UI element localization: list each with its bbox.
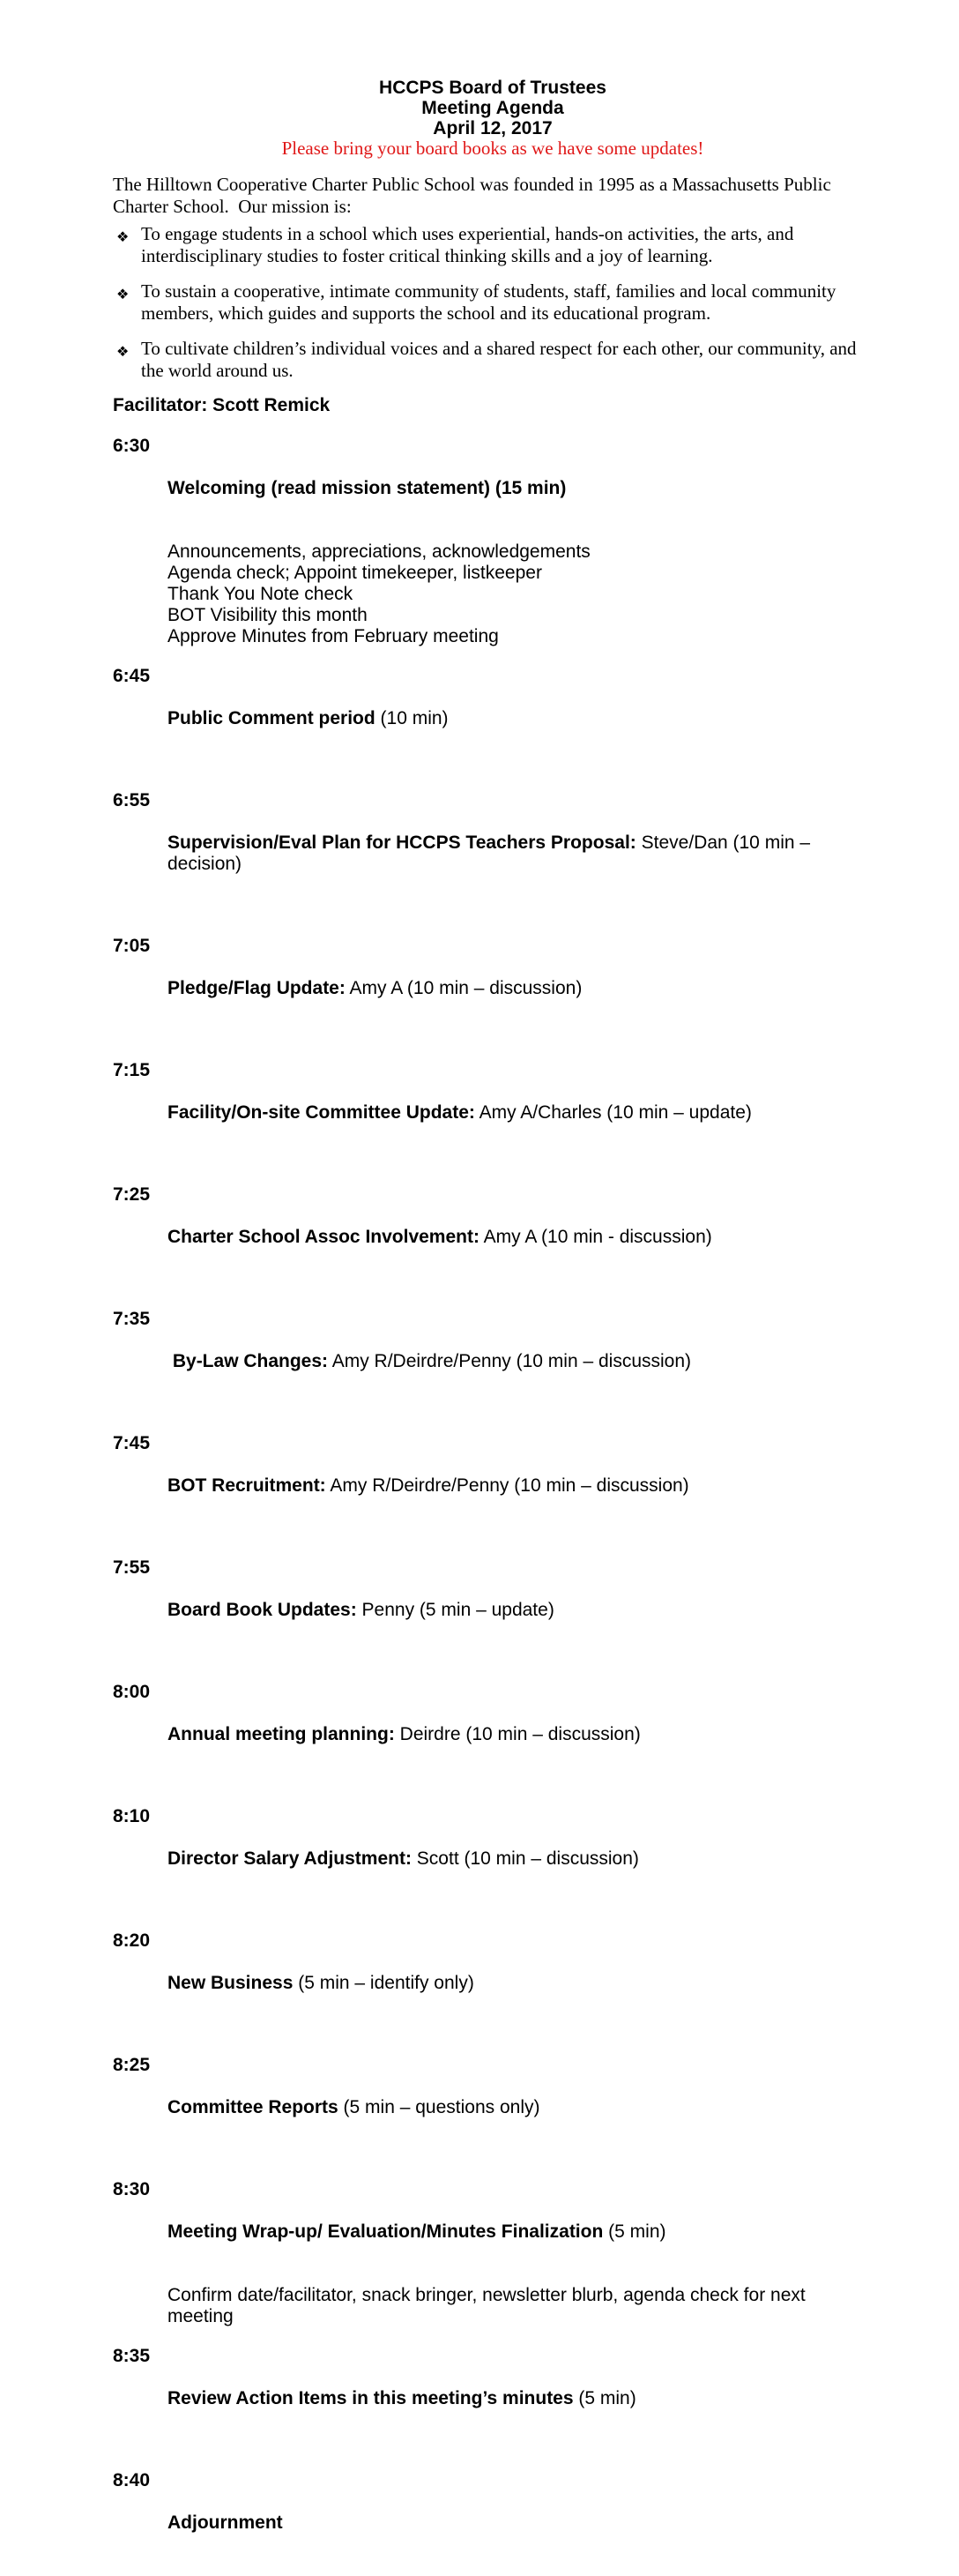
agenda-item xyxy=(113,936,873,1042)
mission-bullet-text: To engage students in a school which uses experiential, hands-on activities, the arts, and interdisciplinary studies to foster critical thinking skills and a joy of learning. xyxy=(141,223,799,266)
agenda-detail: (5 min) xyxy=(603,2221,666,2242)
agenda-title: New Business xyxy=(167,1973,294,1993)
agenda-time: 7:15 xyxy=(113,1060,151,1080)
agenda-title: Annual meeting planning: xyxy=(167,1724,395,1744)
agenda-item xyxy=(113,1184,873,1290)
mission-bullet-item xyxy=(113,338,873,382)
agenda-detail: (10 min) xyxy=(375,708,449,728)
mission-bullet-text: To sustain a cooperative, intimate community of students, staff, families and local community members, which guides and supports the school and its educational program. xyxy=(141,280,841,324)
agenda-item xyxy=(113,1060,873,1166)
agenda-detail: Amy A (10 min - discussion) xyxy=(479,1227,712,1247)
agenda-subline: Confirm date/facilitator, snack bringer, newsletter blurb, agenda check for next meeting xyxy=(167,2285,811,2326)
agenda-content xyxy=(167,1184,712,1290)
agenda-content xyxy=(167,1930,474,2036)
agenda-item xyxy=(113,2179,873,2327)
agenda-list xyxy=(113,436,873,2576)
agenda-subline: Announcements, appreciations, acknowledgements xyxy=(167,541,591,562)
agenda-item xyxy=(113,790,873,917)
agenda-detail: Penny (5 min – update) xyxy=(356,1600,554,1620)
agenda-time: 7:25 xyxy=(113,1184,151,1205)
diamond-bullet-icon: ❖ xyxy=(116,343,130,360)
agenda-content xyxy=(167,2179,873,2327)
agenda-item xyxy=(113,1682,873,1788)
notice-line: Please bring your board books as we have some updates! xyxy=(281,138,704,159)
agenda-time: 7:55 xyxy=(113,1557,151,1578)
agenda-title: Charter School Assoc Involvement: xyxy=(167,1227,480,1247)
agenda-item xyxy=(113,666,873,772)
agenda-item xyxy=(113,436,873,647)
mission-bullet-text: To cultivate children’s individual voices and a shared respect for each other, our community, and the world around us. xyxy=(141,338,861,381)
agenda-title-line xyxy=(167,978,582,999)
agenda-title-line xyxy=(167,1848,639,1870)
agenda-content xyxy=(167,1806,639,1912)
agenda-detail: (5 min – questions only) xyxy=(338,2097,540,2117)
agenda-title-line xyxy=(167,1475,689,1497)
agenda-detail: Steve/Dan (10 min – decision) xyxy=(167,833,815,874)
agenda-time: 7:05 xyxy=(113,936,151,956)
agenda-title-line xyxy=(167,1227,712,1248)
agenda-title: BOT Recruitment: xyxy=(167,1475,326,1496)
agenda-content xyxy=(167,790,873,917)
agenda-time: 8:30 xyxy=(113,2179,151,2199)
intro-paragraph: The Hilltown Cooperative Charter Public School was founded in 1995 as a Massachusetts Public Charter School. Our mission is: xyxy=(113,174,836,217)
agenda-time: 8:35 xyxy=(113,2346,151,2366)
agenda-content xyxy=(167,1682,641,1788)
doc-title-line1: HCCPS Board of Trustees xyxy=(379,78,606,98)
agenda-content xyxy=(167,2055,539,2161)
agenda-time: 7:45 xyxy=(113,1433,151,1453)
agenda-title-line xyxy=(167,2388,636,2409)
agenda-time: 6:55 xyxy=(113,790,151,810)
agenda-title: Welcoming (read mission statement) (15 min) xyxy=(167,478,567,498)
agenda-detail: Amy R/Deirdre/Penny (10 min – discussion) xyxy=(325,1475,689,1496)
agenda-content xyxy=(167,1557,554,1663)
agenda-title: Director Salary Adjustment: xyxy=(167,1848,412,1869)
agenda-title-line xyxy=(167,833,873,875)
agenda-detail: Amy A (10 min – discussion) xyxy=(345,978,583,998)
agenda-detail: Scott (10 min – discussion) xyxy=(411,1848,639,1869)
doc-title-line3: April 12, 2017 xyxy=(433,118,553,138)
agenda-title: By-Law Changes: xyxy=(167,1351,329,1371)
agenda-title: Board Book Updates: xyxy=(167,1600,357,1620)
agenda-time: 8:40 xyxy=(113,2470,151,2490)
agenda-time: 7:35 xyxy=(113,1309,151,1329)
agenda-item xyxy=(113,1557,873,1663)
agenda-item xyxy=(113,1930,873,2036)
agenda-subline: Approve Minutes from February meeting xyxy=(167,626,499,646)
agenda-detail: (5 min – identify only) xyxy=(293,1973,474,1993)
diamond-bullet-icon: ❖ xyxy=(116,228,130,245)
agenda-detail: Amy R/Deirdre/Penny (10 min – discussion) xyxy=(328,1351,692,1371)
agenda-time: 6:45 xyxy=(113,666,151,686)
doc-title-line2: Meeting Agenda xyxy=(421,98,564,118)
agenda-item xyxy=(113,2346,873,2452)
agenda-detail: Amy A/Charles (10 min – update) xyxy=(474,1102,752,1123)
agenda-title-line xyxy=(167,1600,554,1621)
agenda-content xyxy=(167,436,591,647)
agenda-title: Public Comment period xyxy=(167,708,375,728)
agenda-time: 8:10 xyxy=(113,1806,151,1826)
agenda-title-line xyxy=(167,1351,691,1372)
agenda-content xyxy=(167,2470,283,2576)
agenda-title: Adjournment xyxy=(167,2513,283,2533)
diamond-bullet-icon: ❖ xyxy=(116,286,130,302)
agenda-title-line xyxy=(167,1973,474,1994)
agenda-detail: (5 min) xyxy=(573,2388,636,2408)
mission-bullet-item xyxy=(113,223,873,267)
agenda-content xyxy=(167,1309,691,1415)
agenda-subline: BOT Visibility this month xyxy=(167,605,368,625)
agenda-content xyxy=(167,1060,752,1166)
agenda-time: 8:25 xyxy=(113,2055,151,2075)
agenda-title-line xyxy=(167,2513,283,2534)
mission-bullet-item xyxy=(113,280,873,325)
agenda-item xyxy=(113,1433,873,1539)
document-header xyxy=(113,78,873,138)
agenda-title: Review Action Items in this meeting’s minutes xyxy=(167,2388,574,2408)
agenda-item xyxy=(113,1806,873,1912)
agenda-title: Meeting Wrap-up/ Evaluation/Minutes Finalization xyxy=(167,2221,604,2242)
agenda-content xyxy=(167,936,582,1042)
agenda-title: Facility/On-site Committee Update: xyxy=(167,1102,475,1123)
agenda-title-line xyxy=(167,2097,539,2118)
facilitator-line: Facilitator: Scott Remick xyxy=(113,395,331,415)
agenda-title: Committee Reports xyxy=(167,2097,338,2117)
agenda-detail: Deirdre (10 min – discussion) xyxy=(394,1724,641,1744)
agenda-content xyxy=(167,2346,636,2452)
agenda-time: 8:00 xyxy=(113,1682,151,1702)
agenda-title-line xyxy=(167,708,449,729)
agenda-title-line xyxy=(167,478,591,499)
agenda-item xyxy=(113,2055,873,2161)
agenda-time: 6:30 xyxy=(113,436,151,456)
agenda-item xyxy=(113,1309,873,1415)
agenda-subline: Agenda check; Appoint timekeeper, listkeeper xyxy=(167,563,542,583)
mission-list xyxy=(113,223,873,382)
agenda-content xyxy=(167,666,449,772)
agenda-title-line xyxy=(167,1102,752,1124)
agenda-subline: Thank You Note check xyxy=(167,584,353,604)
agenda-title: Supervision/Eval Plan for HCCPS Teachers Proposal: xyxy=(167,833,636,853)
agenda-title: Pledge/Flag Update: xyxy=(167,978,346,998)
agenda-time: 8:20 xyxy=(113,1930,151,1951)
agenda-item xyxy=(113,2470,873,2576)
agenda-content xyxy=(167,1433,689,1539)
agenda-title-line xyxy=(167,2221,873,2243)
agenda-title-line xyxy=(167,1724,641,1745)
